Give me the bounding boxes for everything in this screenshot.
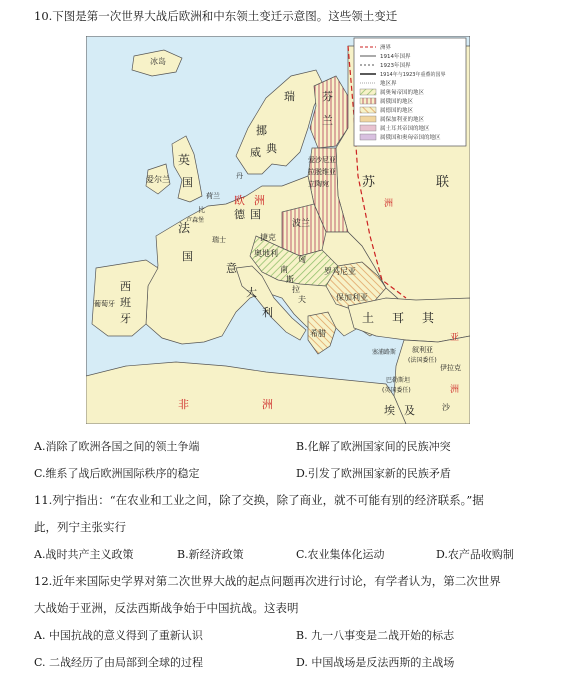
q12-option-a[interactable]: A. 中国抗战的意义得到了重新认识 [34,629,203,642]
label-xi: 西 [120,280,131,293]
label-poland: 波兰 [292,219,311,229]
legend-0: 洲界 [380,45,392,51]
q12-option-b[interactable]: B. 九一八事变是二战开始的标志 [296,629,455,642]
legend-4: 地区界 [380,81,397,87]
label-rui: 瑞 [284,90,295,103]
legend-6: 属俄国的地区 [380,99,414,105]
label-nan: 南 [280,265,288,274]
label-ireland: 爱尔兰 [146,175,170,184]
label-fen: 芬 [322,90,333,103]
label-ya: 牙 [120,312,131,325]
label-zhou-ru: 洲 [384,199,394,209]
label-fei: 非 [178,398,189,411]
q12-stem-line1: 12.近年来国际史学界对第二次世界大战的起点问题再次进行讨论，有学者认为，第二次世界 [34,574,501,588]
label-bulgaria: 保加利亚 [336,293,368,302]
label-ai: 埃 [384,404,395,417]
legend-5: 属奥匈帝国的地区 [380,90,425,96]
label-netherlands: 荷兰 [206,192,220,200]
question-10-stem: 10.下图是第一次世界大战后欧洲和中东领土变迁示意图。这些领土变迁 [34,9,398,23]
label-guo-uk: 国 [182,176,193,189]
legend-10: 属俄国和奥匈帝国的地区 [380,135,441,141]
label-denmark: 丹 [236,172,243,180]
label-de: 德 [234,208,245,221]
q10-option-a[interactable]: A.消除了欧洲各国之间的领土争端 [34,440,200,453]
legend-7: 属德国的地区 [380,108,414,114]
label-romania: 罗马尼亚 [324,267,356,276]
label-switzerland: 瑞士 [212,236,226,244]
label-latvia: 拉脱维亚 [308,168,336,176]
label-french-mandate: (法国委任) [408,357,437,364]
label-british-mandate: (英国委任) [382,387,411,394]
label-qi: 其 [422,311,435,325]
legend-9: 属土耳其帝国的地区 [380,126,430,132]
q12-option-c[interactable]: C. 二战经历了由局部到全球的过程 [34,656,204,669]
label-si: 斯 [286,275,294,284]
q11-option-c[interactable]: C.农业集体化运动 [296,548,385,561]
label-tu: 土 [362,311,375,325]
q10-option-d[interactable]: D.引发了欧洲国家新的民族矛盾 [296,467,451,480]
q12-option-d[interactable]: D. 中国战场是反法西斯的主战场 [296,656,455,669]
legend-2: 1923年国界 [380,63,411,69]
label-zhou-as: 洲 [450,385,460,395]
q10-option-c[interactable]: C.维系了战后欧洲国际秩序的稳定 [34,467,200,480]
label-yi: 意 [226,262,237,275]
label-la: 拉 [292,285,300,294]
label-guo-de: 国 [250,208,261,221]
q11-option-d[interactable]: D.农产品收购制 [436,548,514,561]
label-portugal: 葡萄牙 [94,300,115,308]
label-belgium: 比 [198,206,205,214]
label-luxembourg: 卢森堡 [186,217,205,224]
label-ji: 及 [404,404,415,417]
label-li: 利 [262,306,273,319]
label-su: 苏 [362,175,376,190]
legend-8: 属保加利亚的地区 [380,117,425,123]
label-ban: 班 [120,296,131,309]
legend-1: 1914年国界 [380,54,411,60]
q12-stem-line2: 大战始于亚洲，反法西斯战争始于中国抗战。这表明 [34,601,299,615]
label-hungary: 匈 [298,255,306,264]
label-iceland: 冰岛 [150,57,166,66]
label-er: 耳 [392,311,405,325]
label-sha: 沙 [442,403,450,412]
europe-map [86,36,470,424]
label-czech: 捷克 [260,233,276,242]
q11-stem-line1: 11.列宁指出：“在农业和工业之间，除了交换，除了商业，就不可能有别的经济联系。”据 [34,493,484,507]
q11-option-a[interactable]: A.战时共产主义政策 [34,548,134,561]
label-lan: 兰 [322,114,333,127]
label-wei: 威 [250,146,261,159]
label-cyprus: 塞浦路斯 [372,349,397,356]
q11-option-b[interactable]: B.新经济政策 [177,548,244,561]
label-zhou: 洲 [254,194,265,207]
label-syria: 叙利亚 [412,346,433,354]
label-estonia: 爱沙尼亚 [308,156,336,164]
label-lian: 联 [436,175,450,190]
label-palestine: 巴勒斯坦 [386,377,411,384]
label-iraq: 伊拉克 [440,364,461,372]
q10-option-b[interactable]: B.化解了欧洲国家间的民族冲突 [296,440,451,453]
legend-3: 1914年与1923年重叠的国界 [380,72,446,78]
label-greece: 希腊 [310,329,326,338]
label-nuo: 挪 [256,124,267,137]
label-ou: 欧 [234,194,245,207]
label-fa: 法 [178,221,191,235]
label-dian: 典 [266,142,277,155]
label-ying: 英 [178,153,191,167]
label-ya-zhou: 亚 [450,333,460,343]
label-guo-fr: 国 [182,250,193,263]
label-fu: 夫 [298,295,306,304]
label-austria: 奥地利 [254,249,278,258]
q11-stem-line2: 此，列宁主张实行 [34,520,126,534]
label-da: 大 [246,286,257,299]
label-zhou-af: 洲 [262,398,273,411]
label-lithuania: 立陶宛 [308,180,329,188]
map-legend [354,38,466,146]
